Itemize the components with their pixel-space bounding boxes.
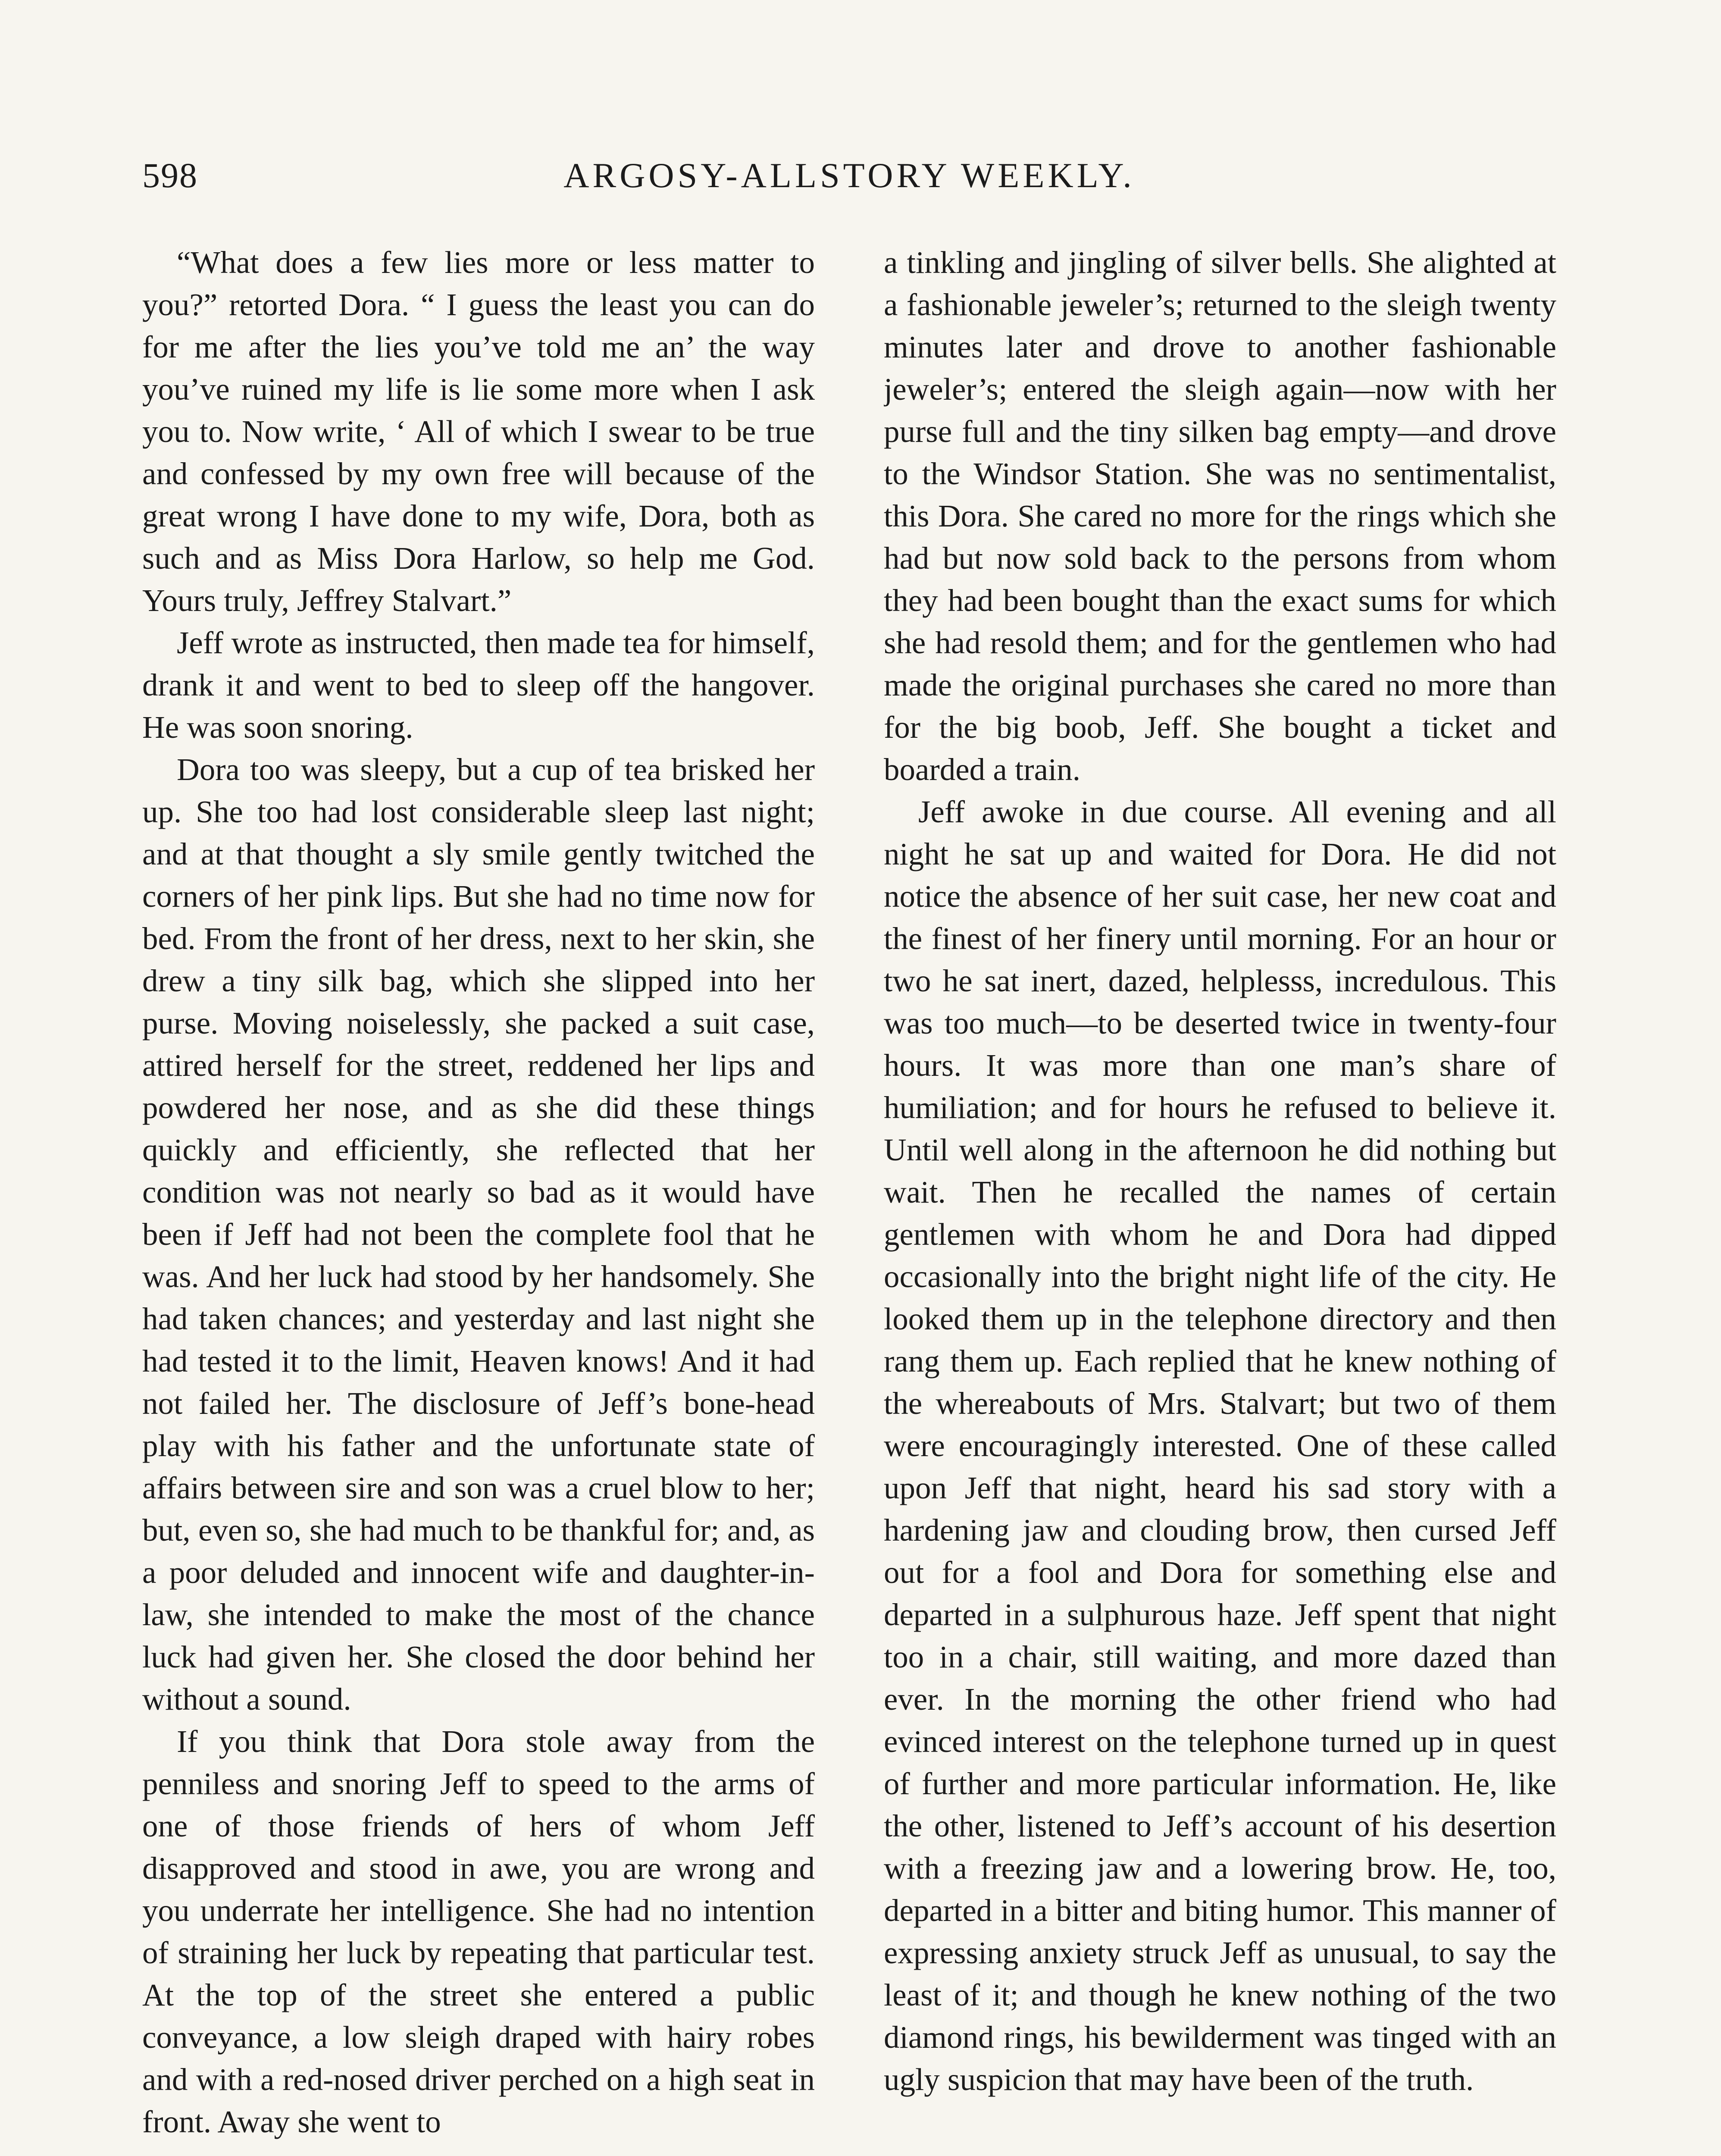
- paragraph: Dora too was sleepy, but a cup of tea brisked her up. She too had lost considerable sleep last night; and at that thought a sly smile gently twitched the corners of her pink lips. But she had no time now for bed. From the front of her dress, next to her skin, she drew a tiny silk bag, which she slipped into her purse. Moving noiselessly, she packed a suit case, attired herself for the street, reddened her lips and powdered her nose, and as she did these things quickly and efficiently, she reflected that her condition was not nearly so bad as it would have been if Jeff had not been the complete fool that he was. And her luck had stood by her handsomely. She had taken chances; and yesterday and last night she had tested it to the limit, Heaven knows! And it had not failed her. The disclosure of Jeff’s bone-head play with his father and the unfortunate state of affairs between sire and son was a cruel blow to her; but, even so, she had much to be thankful for; and, as a poor deluded and innocent wife and daughter-in-law, she intended to make the most of the chance luck had given her. She closed the door behind her without a sound.: [142, 752, 815, 1717]
- right-column: [884, 241, 1556, 2156]
- paragraph: “What does a few lies more or less matter to you?” retorted Dora. “ I guess the least you can do for me after the lies you’ve told me an’ the way you’ve ruined my life is lie some more when I ask you to. Now write, ‘ All of which I swear to be true and confessed by my own free will because of the great wrong I have done to my wife, Dora, both as such and as Miss Dora Harlow, so help me God. Yours truly, Jeffrey Stalvart.”: [142, 245, 815, 618]
- paragraph: If you think that Dora stole away from the penniless and snoring Jeff to speed to the arms of one of those friends of hers of whom Jeff disapproved and stood in awe, you are wrong and you underrate her intelligence. She had no intention of straining her luck by repeating that particular test. At the top of the street she entered a public conveyance, a low sleigh draped with hairy robes and with a red-nosed driver perched on a high seat in front. Away she went to: [142, 1724, 815, 2139]
- paragraph: Jeff wrote as instructed, then made tea for himself, drank it and went to bed to sleep off the hangover. He was soon snoring.: [142, 625, 815, 745]
- paragraph: Jeff awoke in due course. All evening and all night he sat up and waited for Dora. He did not notice the absence of her suit case, her new coat and the finest of her finery until morning. For an hour or two he sat inert, dazed, helplesss, incredulous. This was too much—to be deserted twice in twenty-four hours. It was more than one man’s share of humiliation; and for hours he refused to believe it. Until well along in the afternoon he did nothing but wait. Then he recalled the names of certain gentlemen with whom he and Dora had dipped occasionally into the bright night life of the city. He looked them up in the telephone directory and then rang them up. Each replied that he knew nothing of the whereabouts of Mrs. Stalvart; but two of them were encouragingly interested. One of these called upon Jeff that night, heard his sad story with a hardening jaw and clouding brow, then cursed Jeff out for a fool and Dora for something else and departed in a sulphurous haze. Jeff spent that night too in a chair, still waiting, and more dazed than ever. In the morning the other friend who had evinced interest on the telephone turned up in quest of further and more particular information. He, like the other, listened to Jeff’s account of his desertion with a freezing jaw and a lowering brow. He, too, departed in a bitter and biting humor. This manner of expressing anxiety struck Jeff as unusual, to say the least of it; and though he knew nothing of the two diamond rings, his bewilderment was tinged with an ugly suspicion that may have been of the truth.: [884, 794, 1556, 2097]
- page-header: [142, 155, 1556, 216]
- page-number: 598: [142, 156, 198, 195]
- left-column: [142, 241, 815, 2156]
- running-title: ARGOSY-ALLSTORY WEEKLY.: [563, 156, 1135, 195]
- paragraph-continued: a tinkling and jingling of silver bells. She alighted at a fashionable jeweler’s; returned to the sleigh twenty minutes later and drove to another fashionable jeweler’s; entered the sleigh again—now with her purse full and the tiny silken bag empty—and drove to the Windsor Station. She was no sentimentalist, this Dora. She cared no more for the rings which she had but now sold back to the persons from whom they had been bought than the exact sums for which she had resold them; and for the gentlemen who had made the original purchases she cared no more than for the big boob, Jeff. She bought a ticket and boarded a train.: [884, 245, 1556, 787]
